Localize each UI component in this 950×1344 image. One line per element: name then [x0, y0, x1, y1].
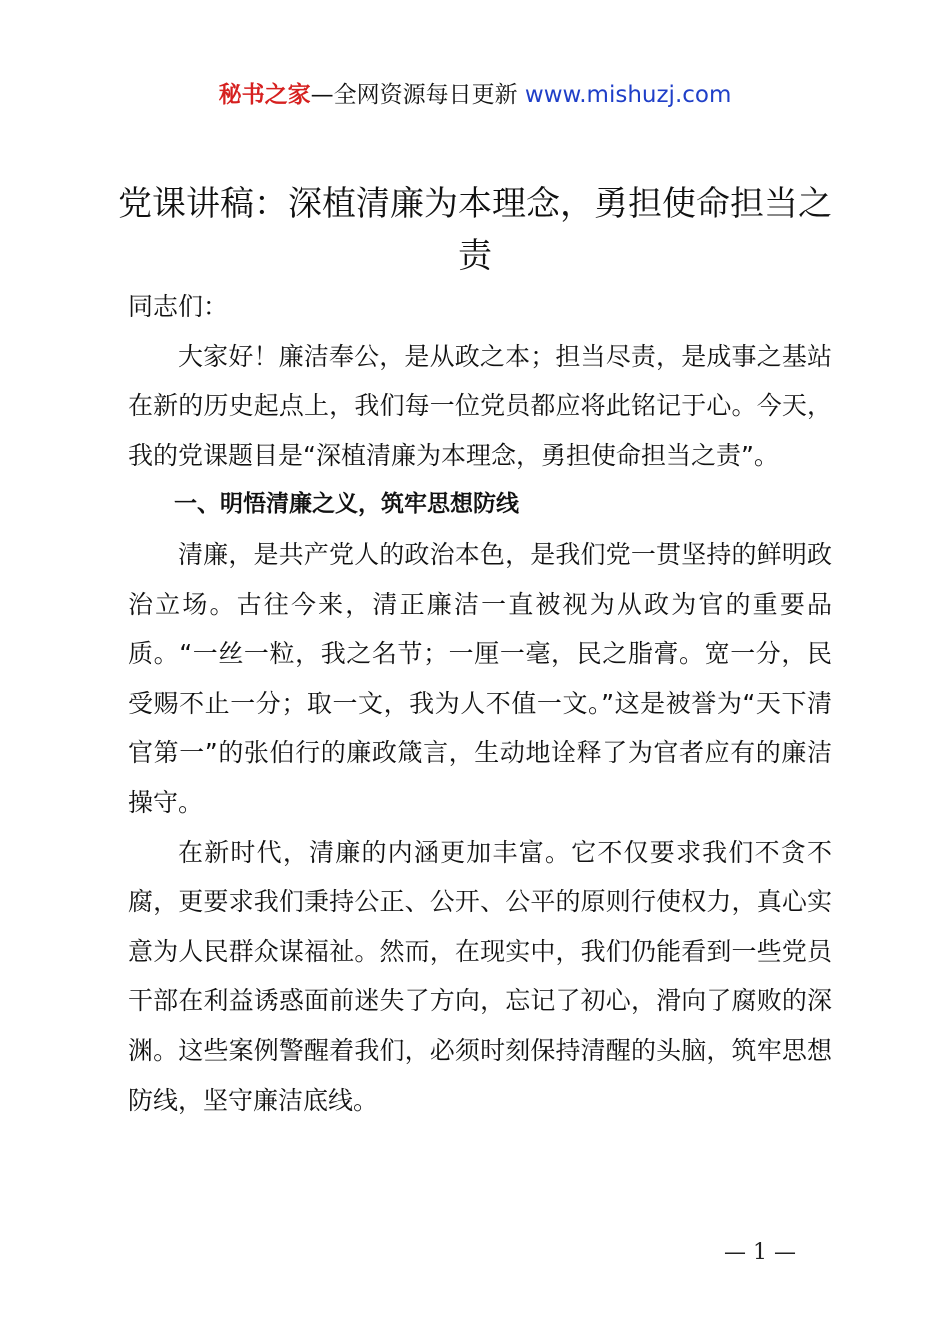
section1-paragraph-1: 清廉，是共产党人的政治本色，是我们党一贯坚持的鲜明政治立场。古往今来，清正廉洁一直被视为从政为官的重要品质。“一丝一粒，我之名节；一厘一毫，民之脂膏。宽一分，民受赐不止一分；取一文，我为人不值一文。”这是被誉为“天下清官第一”的张伯行的廉政箴言，生动地诠释了为官者应有的廉洁操守。	[128, 539, 832, 817]
section1-paragraph-2: 在新时代，清廉的内涵更加丰富。它不仅要求我们不贪不腐，更要求我们秉持公正、公开、公平的原则行使权力，真心实意为人民群众谋福祉。然而，在现实中，我们仍能看到一些党员干部在利益诱惑面前迷失了方向，忘记了初心，滑向了腐败的深渊。这些案例警醒着我们，必须时刻保持清醒的头脑，筑牢思想防线，坚守廉洁底线。	[128, 837, 832, 1115]
brand-name: 秘书之家	[218, 82, 311, 108]
page-number: — 1 —	[724, 1240, 796, 1265]
document-title: 党课讲稿：深植清廉为本理念，勇担使命担当之责	[118, 184, 832, 276]
website-url[interactable]: www.mishuzj.com	[524, 82, 732, 108]
document-body	[128, 282, 832, 1125]
section-heading-1: 一、明悟清廉之义，筑牢思想防线	[174, 491, 519, 518]
site-header	[0, 78, 950, 112]
header-slogan: —全网资源每日更新	[310, 82, 525, 108]
intro-paragraph: 大家好！廉洁奉公，是从政之本；担当尽责，是成事之基站在新的历史起点上，我们每一位党员都应将此铭记于心。今天，我的党课题目是“深植清廉为本理念，勇担使命担当之责”。	[128, 341, 832, 470]
salutation: 同志们：	[128, 292, 229, 321]
